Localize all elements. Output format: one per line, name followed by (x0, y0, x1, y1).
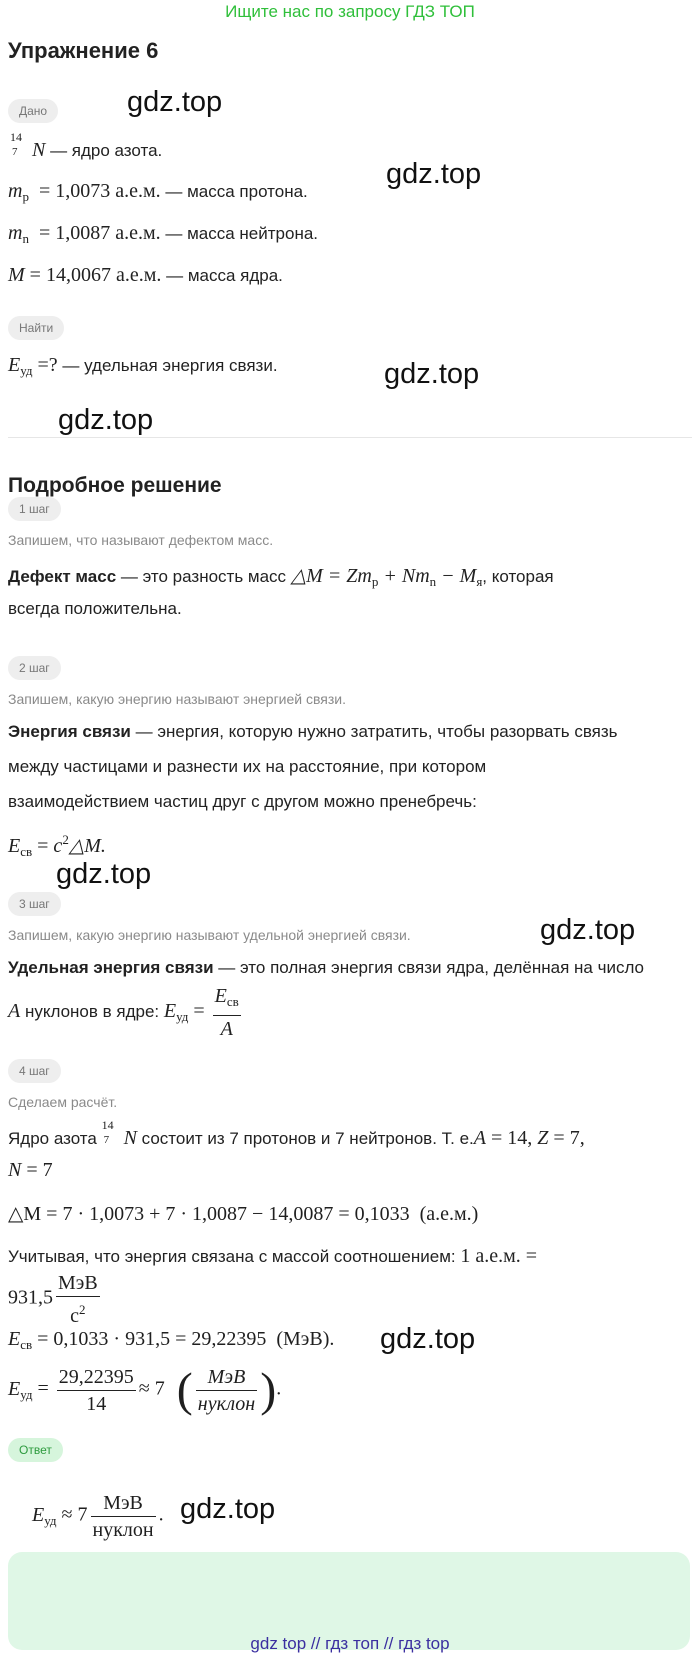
binding-energy-formula: $E_{св}$ = $c^2\triangle M$. (8, 832, 106, 859)
step-3-hint: Запишем, какую энергию называют удельной энергией связи. (8, 927, 411, 943)
find-target: $E_{уд}$ =? — удельная энергия связи. (8, 354, 278, 378)
step-2-pill: 2 шаг (8, 656, 61, 680)
step-3-text: Удельная энергия связи — это полная энергия связи ядра, делённая на число (8, 958, 645, 977)
search-banner[interactable]: Ищите нас по запросу ГДЗ ТОП (225, 2, 475, 21)
step-4-text: Ядро азота 14 7 N состоит из 7 протонов и 7 нейтронов. Т. е.A = 14, Z = 7, (8, 1118, 585, 1149)
specific-energy-calc: $E_{уд}$ = $\frac{29,22395}{14}$ ≈ 7 ( $\frac{\text{МэВ}}{\text{нуклон}}$ ). (8, 1363, 282, 1417)
page-title: Упражнение 6 (8, 38, 159, 63)
step-4-n-value: N = 7 (8, 1159, 53, 1181)
given-neutron-mass: $m_n = 1,0087$ а.е.м. — масса нейтрона. (8, 222, 319, 246)
step-1-text: Дефект масс — это разность масс △M = $Zm_p + Nm_n - M_я$, которая (8, 565, 554, 589)
step-3-pill: 3 шаг (8, 892, 61, 916)
solution-heading: Подробное решение (8, 474, 222, 497)
mass-defect-calc: △M = 7 · 1,0073 + 7 · 1,0087 − 14,0087 = 0,1033 (а.е.м.) (8, 1203, 479, 1225)
step-2-text-2: между частицами и разнести их на расстояние, при котором (8, 757, 487, 776)
watermark: gdz.top (540, 914, 636, 946)
step-4-hint: Сделаем расчёт. (8, 1094, 118, 1110)
watermark: gdz.top (56, 858, 152, 890)
given-proton-mass: $m_p = 1,0073$ а.е.м. — масса протона. (8, 180, 308, 204)
step-2-text: Энергия связи — энергия, которую нужно затратить, чтобы разорвать связь (8, 722, 618, 741)
nitrogen-notation: 14 7 (101, 1118, 114, 1146)
given-nucleus-mass: M = 14,0067 а.е.м. — масса ядра. (8, 264, 283, 286)
watermark: gdz.top (58, 404, 154, 436)
step-1-pill: 1 шаг (8, 497, 61, 521)
step-4-text-2: Учитывая, что энергия связана с массой соотношением: 1 а.е.м. = (8, 1245, 538, 1267)
answer-pill: Ответ (8, 1438, 63, 1462)
step-3-text-2: A нуклонов в ядре: $E_{уд}$ = $\frac{E_{св}}{A}$ (8, 985, 239, 1040)
mass-energy-conversion: 931,5 $\frac{\text{МэВ}}{с^2}$ (8, 1272, 98, 1327)
step-4-pill: 4 шаг (8, 1059, 61, 1083)
binding-energy-calc: $E_{св} = 0,1033 \cdot 931,5 = 29,22395$ (МэВ). (8, 1328, 335, 1352)
step-1-text-2: всегда положительна. (8, 599, 182, 618)
watermark: gdz.top (384, 358, 480, 390)
given-nucleus: 14 7 N — ядро азота. (10, 130, 163, 161)
answer-formula: $E_{уд} \approx 7$ $\frac{\text{МэВ}}{\text{нуклон}}$ . (32, 1492, 164, 1541)
specific-energy-fraction: $\frac{E_{св}}{A}$ (214, 985, 239, 1040)
nitrogen-notation: 14 7 (10, 130, 22, 158)
given-pill: Дано (8, 99, 58, 123)
step-1-hint: Запишем, что называют дефектом масс. (8, 532, 274, 548)
step-2-hint: Запишем, какую энергию называют энергией связи. (8, 691, 346, 707)
watermark: gdz.top (386, 158, 482, 190)
watermark: gdz.top (127, 86, 223, 118)
step-2-text-3: взаимодействием частиц друг с другом можно пренебречь: (8, 792, 477, 811)
footer-links[interactable]: gdz top // гдз топ // гдз top (250, 1634, 450, 1653)
watermark: gdz.top (380, 1323, 476, 1355)
watermark: gdz.top (180, 1493, 276, 1525)
find-pill: Найти (8, 316, 64, 340)
section-divider (8, 437, 692, 438)
